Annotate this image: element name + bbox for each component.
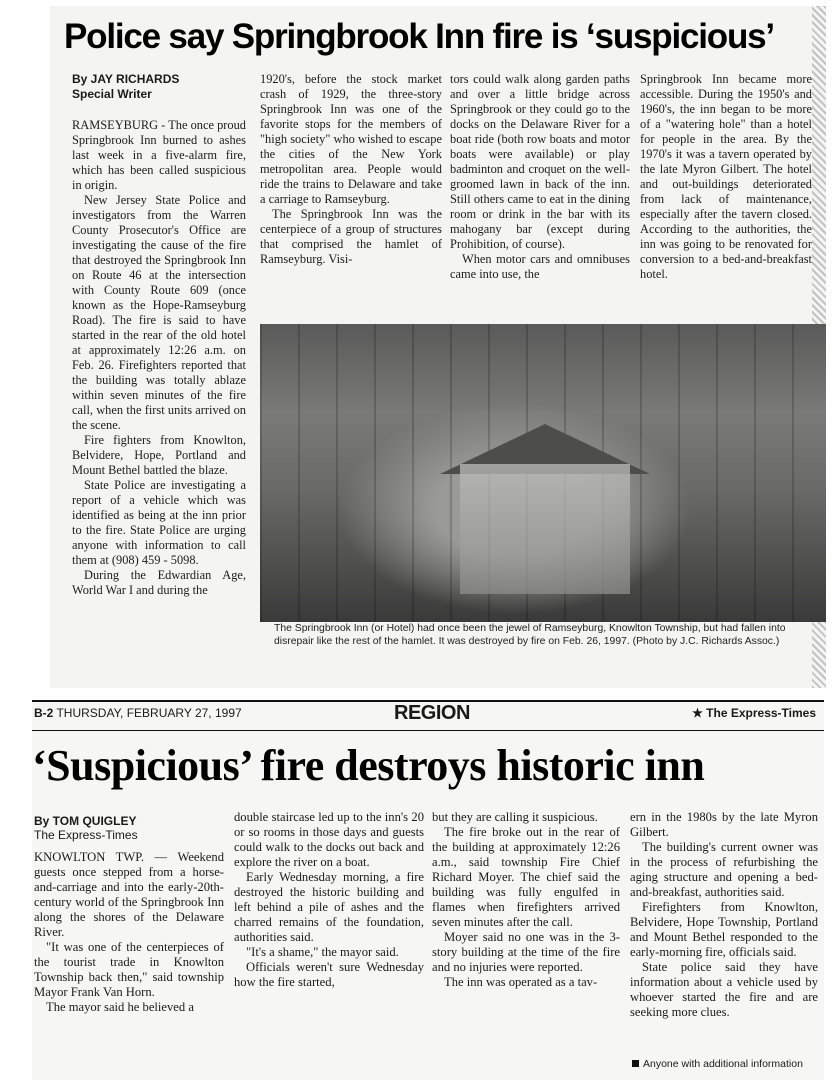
paragraph: Firefighters from Knowlton, Belvidere, Hope Township, Portland and Mount Bethel responded to the early-morning fire, officials said. <box>630 900 818 959</box>
paragraph: The inn was operated as a tav- <box>444 975 598 989</box>
paragraph: Fire fighters from Knowlton, Belvidere, Hope, Portland and Mount Bethel battled the blaze. <box>72 433 246 477</box>
article1-column-3 <box>450 72 630 282</box>
paragraph: 1920's, before the stock market crash of 1929, the three-story Springbrook Inn was one of the favorite stops for the members of "high society" who wished to escape the cities of the New York metropolitan area. People would ride the trains to Delaware and take a carriage to Ramseyburg. <box>260 72 442 206</box>
article1-column-1 <box>72 118 246 598</box>
continuation-note <box>632 1058 803 1070</box>
header-rule <box>32 730 824 731</box>
photo-house-shape <box>460 464 630 594</box>
paper-name: ★ The Express-Times <box>692 706 816 720</box>
article2-column-1 <box>34 850 224 1015</box>
headline-suspicious-fire: ‘Suspicious’ fire destroys historic inn <box>32 741 705 790</box>
paragraph: Early Wednesday morning, a fire destroyed the historic building and left behind a pile of ashes and the charred remains of the foundation, authorities said. <box>234 870 424 944</box>
paragraph: "It's a shame," the mayor said. <box>246 945 399 959</box>
paragraph: The building's current owner was in the process of refurbishing the aging structure and opening a bed-and-breakfast, authorities said. <box>630 840 818 899</box>
headline-police-say: Police say Springbrook Inn fire is ‘suspicious’ <box>64 17 774 56</box>
page-label: B-2 <box>34 706 54 720</box>
article2-column-2 <box>234 810 424 990</box>
section-title: REGION <box>394 702 470 724</box>
paragraph: RAMSEYBURG - The once proud Springbrook Inn burned to ashes last week in a five-alarm fire, which has been called suspicious in origin. <box>72 118 246 192</box>
page-header-left <box>34 706 242 720</box>
paragraph: The Springbrook Inn was the centerpiece of a group of structures that comprised the hamlet of Ramseyburg. Visi- <box>260 207 442 266</box>
clipping-suspicious-fire <box>32 700 824 1080</box>
paragraph: State police said they have information about a vehicle used by whoever started the fire and are seeking more clues. <box>630 960 818 1019</box>
byline-title: Special Writer <box>72 87 152 101</box>
paragraph: The fire broke out in the rear of the building at approximately 12:26 a.m., said township Fire Chief Richard Moyer. The chief said the building was fully engulfed in flames when firefighters arrived seven minutes after the call. <box>432 825 620 929</box>
article2-column-3 <box>432 810 620 990</box>
paragraph: "It was one of the centerpieces of the tourist trade in Knowlton Township back then," said township Mayor Frank Van Horn. <box>34 940 224 999</box>
paragraph: tors could walk along garden paths and over a little bridge across Springbrook or they could go to the docks on the Delaware River for a boat ride (both row boats and motor boats were available) or play badminton and croquet on the well-groomed lawn in back of the inn. Still others came to eat in the dining room or drink in the bar with its mahogany bar (except during Prohibition, of course). <box>450 72 630 251</box>
paragraph: New Jersey State Police and investigators from the Warren County Prosecutor's Office are investigating the cause of the fire that destroyed the Springbrook Inn on Route 46 at the intersection with County Route 609 (once known as the Hope-Ramseyburg Road). The fire is said to have started in the rear of the old hotel at approximately 12:26 a.m. on Feb. 26. Firefighters reported that the building was totally ablaze within seven minutes of the fire call, when the first units arrived on the scene. <box>72 193 246 432</box>
byline-jay-richards <box>72 72 179 102</box>
paragraph: Officials weren't sure Wednesday how the fire started, <box>234 960 424 989</box>
byline-name: By JAY RICHARDS <box>72 72 180 86</box>
paragraph: During the Edwardian Age, World War I and during the <box>72 568 246 597</box>
springbrook-inn-photo <box>260 324 826 622</box>
paragraph: ern in the 1980s by the late Myron Gilbert. <box>630 810 818 839</box>
byline-tom-quigley <box>34 814 138 842</box>
more-info-text: Anyone with additional information <box>643 1058 803 1070</box>
article2-column-4 <box>630 810 818 1020</box>
article1-column-2 <box>260 72 442 267</box>
photo-caption: The Springbrook Inn (or Hotel) had once been the jewel of Ramseyburg, Knowlton Township, but had fallen into disrepair like the rest of the hamlet. It was destroyed by fire on Feb. 26, 1997. (Photo by J.C. Richards Assoc.) <box>274 623 786 647</box>
paragraph: The mayor said he believed a <box>46 1000 194 1014</box>
issue-date: THURSDAY, FEBRUARY 27, 1997 <box>56 706 242 720</box>
paragraph: When motor cars and omnibuses came into use, the <box>450 252 630 281</box>
paragraph: Springbrook Inn became more accessible. During the 1950's and 1960's, the inn began to be more of a "watering hole" than a hotel for people in the area. By the 1970's it was a tavern operated by the late Myron Gilbert. The hotel and out-buildings deteriorated from lack of maintenance, especially after the tavern closed. According to the authorities, the inn was going to be renovated for conversion to a bed-and-breakfast hotel. <box>640 72 812 281</box>
paragraph: but they are calling it suspicious. <box>432 810 598 824</box>
byline-org: The Express-Times <box>34 828 138 842</box>
byline-name: By TOM QUIGLEY <box>34 814 137 828</box>
paragraph: KNOWLTON TWP. — Weekend guests once stepped from a horse-and-carriage and into the early-20th-century world of the Springbrook Inn along the shores of the Delaware River. <box>34 850 224 939</box>
clipping-police-say <box>50 6 826 688</box>
bullet-square-icon <box>632 1060 639 1067</box>
paragraph: double staircase led up to the inn's 20 or so rooms in those days and guests could walk to the docks out back and explore the river on a boat. <box>234 810 424 869</box>
paragraph: Moyer said no one was in the 3-story building at the time of the fire and no injuries were reported. <box>432 930 620 974</box>
article1-column-4 <box>640 72 812 282</box>
paragraph: State Police are investigating a report of a vehicle which was identified as being at the inn prior to the fire. State Police are urging anyone with information to call them at (908) 459 - 5098. <box>72 478 246 567</box>
